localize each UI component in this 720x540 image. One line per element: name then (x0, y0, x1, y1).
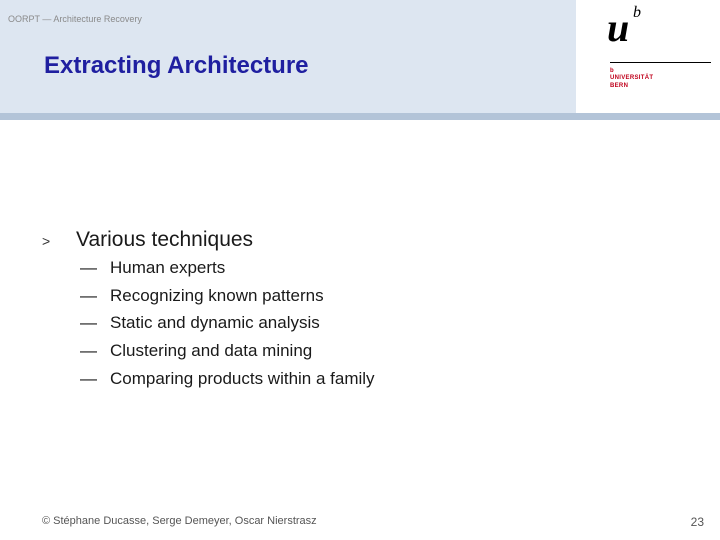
sub-bullet-text: Clustering and data mining (110, 341, 313, 361)
logo-rule (610, 62, 711, 63)
footer-credits: © Stéphane Ducasse, Serge Demeyer, Oscar Nierstrasz (42, 515, 317, 527)
sub-bullet-text: Comparing products within a family (110, 368, 375, 388)
sub-bullet-marker: — (80, 285, 97, 305)
bullet-main (42, 228, 253, 252)
logo-letter-b: b (633, 4, 641, 21)
logo-line-2: BERN (610, 82, 629, 89)
sub-bullet-item (80, 313, 375, 341)
page-number: 23 (690, 515, 704, 529)
header-divider (0, 113, 720, 120)
sub-bullet-list (80, 258, 375, 396)
sub-bullet-marker: — (80, 258, 97, 277)
logo-wordmark (610, 75, 653, 91)
sub-bullet-marker: — (80, 341, 97, 361)
sub-bullet-text: Recognizing known patterns (110, 285, 324, 305)
slide-title: Extracting Architecture (44, 52, 309, 79)
sub-bullet-marker: — (80, 313, 97, 333)
sub-bullet-item (80, 286, 375, 314)
sub-bullet-item (80, 341, 375, 369)
logo-letter-u: u (607, 5, 630, 50)
logo-mark: b (610, 68, 614, 74)
sub-bullet-text: Static and dynamic analysis (110, 313, 320, 333)
sub-bullet-marker: — (80, 368, 97, 388)
sub-bullet-item (80, 369, 375, 397)
sub-bullet-text: Human experts (110, 258, 226, 277)
bullet-text: Various techniques (76, 228, 254, 251)
sub-bullet-item (80, 258, 375, 286)
breadcrumb: OORPT — Architecture Recovery (8, 14, 142, 24)
logo-panel (576, 0, 720, 113)
bullet-marker: > (42, 233, 51, 249)
logo-line-1: UNIVERSITÄT (610, 75, 654, 81)
